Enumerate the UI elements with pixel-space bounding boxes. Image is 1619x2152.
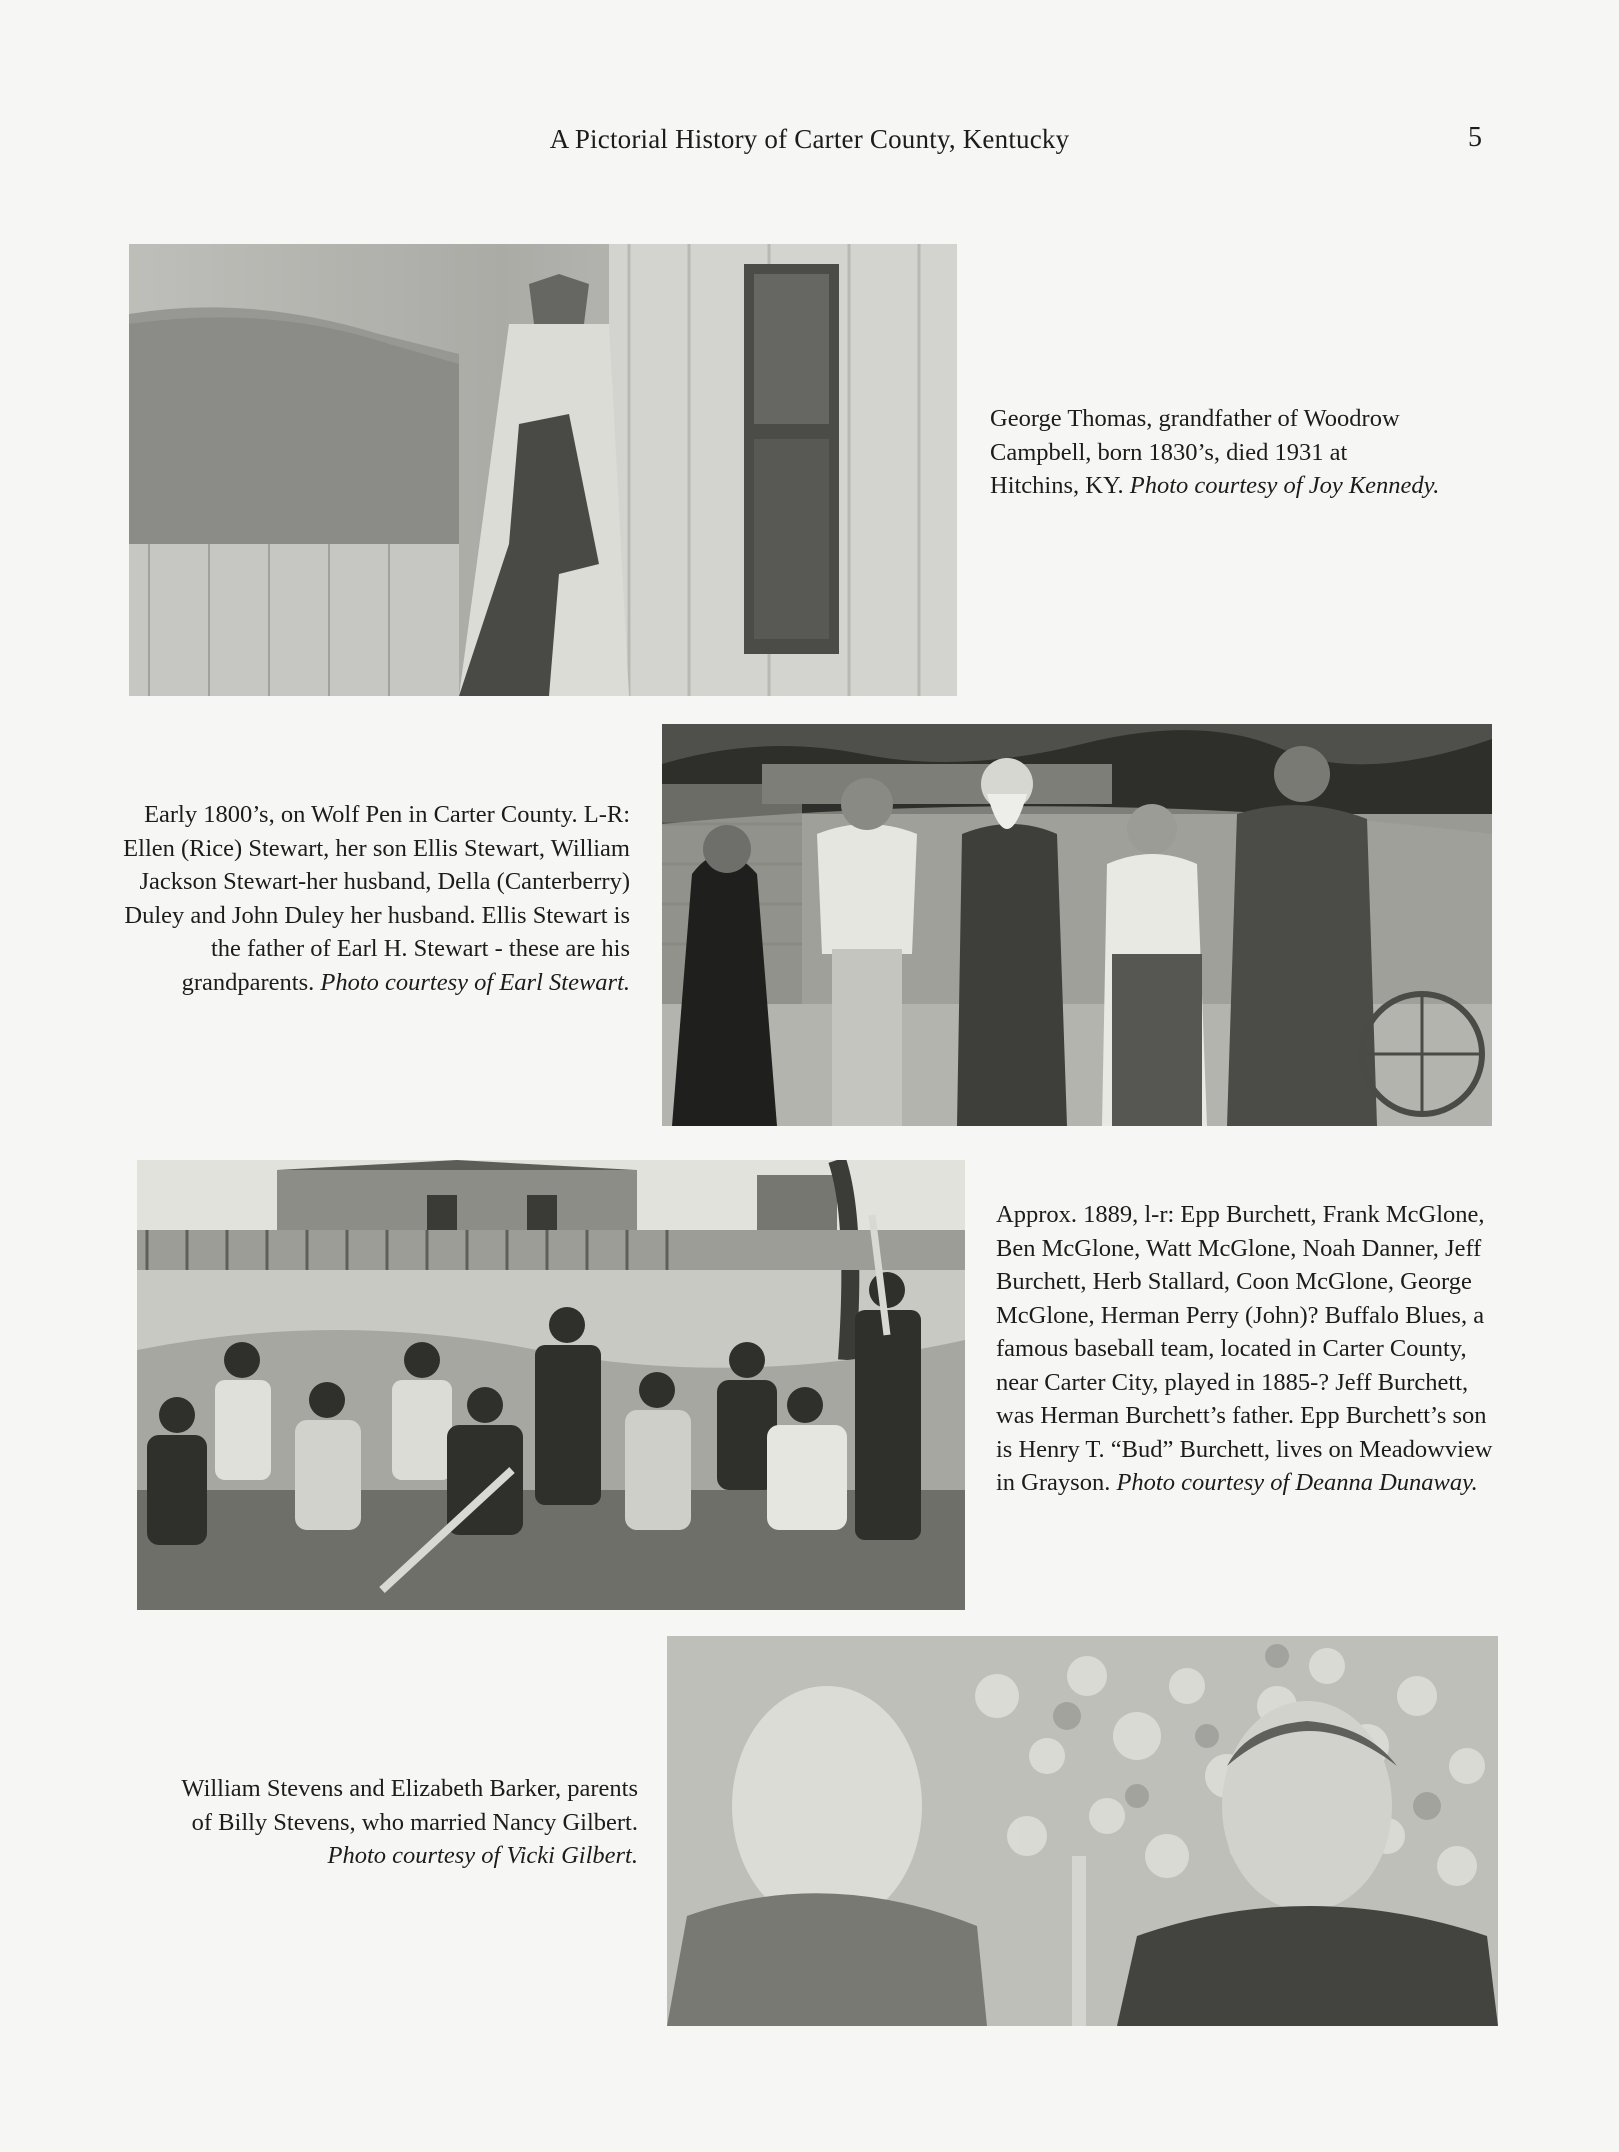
page-number: 5: [1468, 122, 1482, 153]
caption-george-thomas: [990, 402, 1440, 503]
photo-stevens-barker: [667, 1636, 1498, 2026]
photo-credit: Photo courtesy of Joy Kennedy.: [1129, 472, 1440, 499]
caption-text: William Stevens and Elizabeth Barker, parents of Billy Stevens, who married Nancy Gilbert.: [181, 1775, 638, 1836]
photo-stewart-family: [662, 724, 1492, 1126]
caption-text: George Thomas, grandfather of Woodrow Campbell, born 1830’s, died 1931 at Hitchins, KY.: [990, 405, 1400, 499]
photo-george-thomas: [129, 244, 957, 696]
photo-credit: Photo courtesy of Earl Stewart.: [320, 968, 630, 996]
caption-text: Early 1800’s, on Wolf Pen in Carter County. L-R: Ellen (Rice) Stewart, her son Ellis Stewart, William Jackson Stewart-her husband, Della (Canterberry) Duley and John Duley her husband. Ellis Stewart is the father of Earl H. Stewart - these are his grandparents.: [123, 801, 630, 996]
caption-buffalo-blues-team: [996, 1198, 1496, 1500]
caption-stevens-barker: [160, 1772, 638, 1873]
page-header-title: A Pictorial History of Carter County, Kentucky: [549, 124, 1070, 154]
photo-credit: Photo courtesy of Vicki Gilbert.: [327, 1842, 638, 1869]
caption-stewart-family: [122, 798, 630, 999]
photo-buffalo-blues-team: [137, 1160, 965, 1610]
photo-credit: Photo courtesy of Deanna Dunaway.: [1116, 1469, 1478, 1496]
caption-text: Approx. 1889, l-r: Epp Burchett, Frank McGlone, Ben McGlone, Watt McGlone, Noah Danner, Jeff Burchett, Herb Stallard, Coon McGlone, George McGlone, Herman Perry (John)? Buffalo Blues, a famous baseball team, located in Carter County, near Carter City, played in 1885-? Jeff Burchett, was Herman Burchett’s father. Epp Burchett’s son is Henry T. “Bud” Burchett, lives on Meadowview in Grayson.: [996, 1201, 1493, 1496]
